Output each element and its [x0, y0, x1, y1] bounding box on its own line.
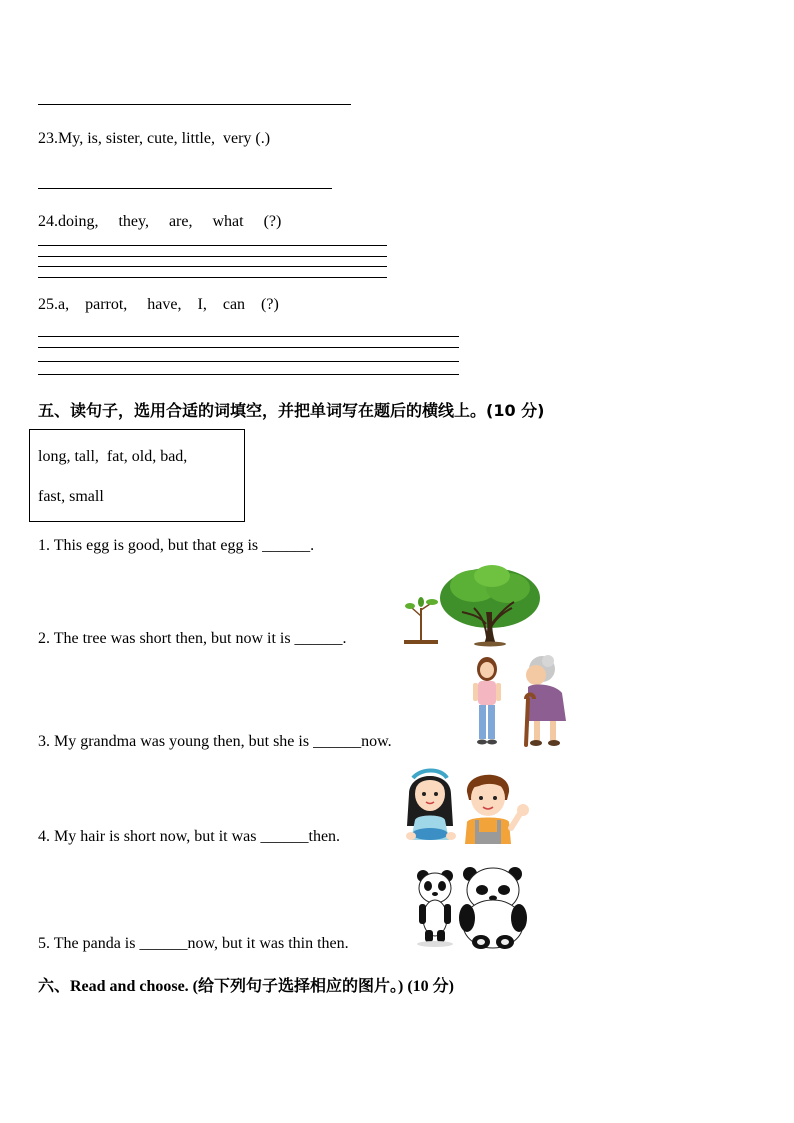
- question-text: doing, they, are, what (?): [58, 213, 282, 230]
- long-hair-girl-and-short-hair-boy-icon: [403, 764, 539, 844]
- section-6-heading: 六、Read and choose. (给下列句子选择相应的图片。) (10 分): [38, 978, 454, 995]
- fill-question-3: 3. My grandma was young then, but she is ______now.: [38, 733, 392, 750]
- question-23: [38, 130, 270, 148]
- thin-panda-and-fat-panda-icon: [415, 866, 529, 950]
- section-5-heading: 五、读句子，选用合适的词填空，并把单词写在题后的横线上。(10 分): [38, 401, 545, 420]
- fill-question-4: 4. My hair is short now, but it was ______then.: [38, 828, 341, 845]
- word-bank-line-2: fast, small: [38, 488, 104, 505]
- young-woman-and-grandma-icon: [470, 655, 578, 747]
- word-bank-line-1: long, tall, fat, old, bad,: [38, 448, 188, 465]
- question-24: [38, 213, 281, 231]
- answer-line-23[interactable]: [38, 188, 332, 189]
- fill-question-1: 1. This egg is good, but that egg is ______.: [38, 537, 315, 554]
- fill-question-5: 5. The panda is ______now, but it was thin then.: [38, 935, 349, 952]
- sapling-and-big-tree-icon: [404, 564, 540, 646]
- question-25: [38, 296, 279, 314]
- word-bank-box: [29, 429, 245, 522]
- question-text: My, is, sister, cute, little, very (.): [58, 130, 271, 147]
- question-number: 25.: [38, 296, 58, 313]
- question-number: 24.: [38, 213, 58, 230]
- answer-line-22[interactable]: [38, 104, 351, 105]
- question-text: a, parrot, have, I, can (?): [58, 296, 279, 313]
- fill-question-2: 2. The tree was short then, but now it is ______.: [38, 630, 347, 647]
- question-number: 23.: [38, 130, 58, 147]
